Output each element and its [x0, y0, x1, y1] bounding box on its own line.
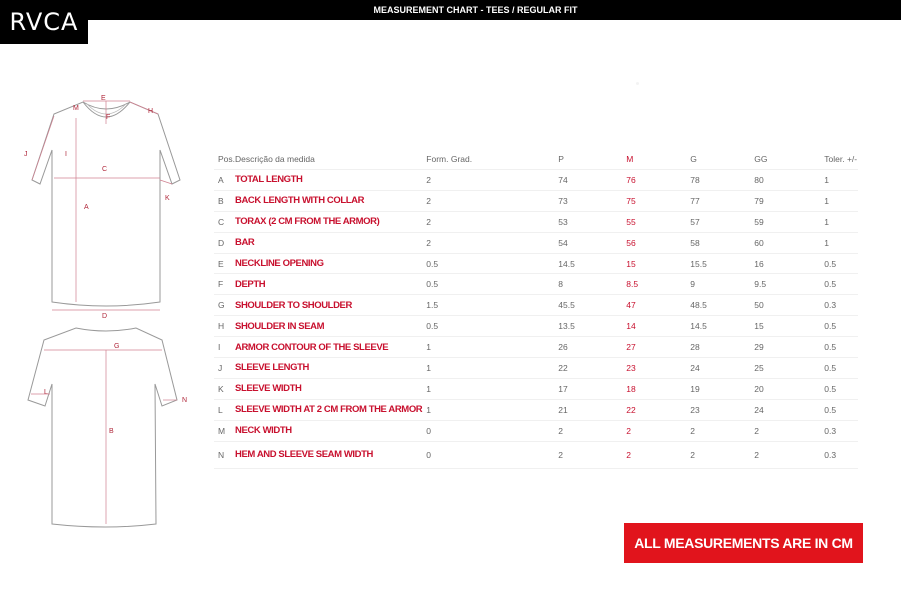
cell-pos: L: [214, 399, 235, 420]
cell-pos: G: [214, 295, 235, 316]
cell-size-gg: 59: [750, 211, 820, 232]
label-c: C: [102, 166, 108, 173]
table-row: [214, 232, 858, 253]
cell-size-g: 2: [686, 441, 750, 468]
label-l: L: [44, 389, 48, 396]
cell-size-gg: 50: [750, 295, 820, 316]
cell-size-gg: 80: [750, 170, 820, 191]
col-header-grading: Form. Grad.: [426, 154, 473, 164]
cell-size-gg: 60: [750, 232, 820, 253]
cell-description: SHOULDER IN SEAM: [235, 316, 422, 337]
col-header-g: G: [690, 154, 697, 164]
cell-size-p: 8: [554, 274, 622, 295]
table-row: [214, 337, 858, 358]
cell-size-p: 53: [554, 211, 622, 232]
cell-size-p: 26: [554, 337, 622, 358]
cell-tolerance: 0.3: [820, 420, 858, 441]
decorative-dot: [636, 82, 639, 85]
cell-size-gg: 29: [750, 337, 820, 358]
label-k: K: [165, 195, 170, 202]
cell-pos: D: [214, 232, 235, 253]
col-header-p: P: [558, 154, 564, 164]
cell-grading: 2: [422, 232, 554, 253]
brand-logo: RVCA: [0, 0, 88, 44]
cell-tolerance: 0.5: [820, 253, 858, 274]
cell-pos: H: [214, 316, 235, 337]
cell-pos: A: [214, 170, 235, 191]
cell-tolerance: 0.5: [820, 378, 858, 399]
cell-size-gg: 79: [750, 190, 820, 211]
cell-tolerance: 0.3: [820, 295, 858, 316]
col-header-pos: Pos.: [218, 154, 236, 164]
cell-pos: N: [214, 441, 235, 468]
cell-size-p: 22: [554, 358, 622, 379]
cell-grading: 2: [422, 190, 554, 211]
cell-size-m: 2: [622, 441, 686, 468]
cell-tolerance: 0.5: [820, 316, 858, 337]
cell-size-p: 13.5: [554, 316, 622, 337]
cell-size-g: 77: [686, 190, 750, 211]
label-j: J: [24, 151, 28, 158]
cell-pos: K: [214, 378, 235, 399]
cell-size-g: 78: [686, 170, 750, 191]
cell-size-g: 23: [686, 399, 750, 420]
cell-size-p: 2: [554, 420, 622, 441]
cell-size-g: 57: [686, 211, 750, 232]
cell-grading: 1.5: [422, 295, 554, 316]
cell-size-p: 45.5: [554, 295, 622, 316]
col-header-tolerance: Toler. +/-: [824, 154, 858, 164]
cell-size-g: 24: [686, 358, 750, 379]
cell-size-m: 75: [622, 190, 686, 211]
cell-description: DEPTH: [235, 274, 422, 295]
cell-pos: E: [214, 253, 235, 274]
cell-size-gg: 15: [750, 316, 820, 337]
cell-grading: 0.5: [422, 274, 554, 295]
cell-description: SLEEVE LENGTH: [235, 358, 422, 379]
cell-description: TOTAL LENGTH: [235, 170, 422, 191]
cell-size-gg: 2: [750, 420, 820, 441]
cell-pos: J: [214, 358, 235, 379]
table-row: [214, 441, 858, 468]
label-g: G: [114, 343, 120, 350]
cell-size-m: 23: [622, 358, 686, 379]
cell-size-p: 2: [554, 441, 622, 468]
cell-pos: I: [214, 337, 235, 358]
cell-description: BAR: [235, 232, 422, 253]
cell-size-m: 18: [622, 378, 686, 399]
cell-description: HEM AND SLEEVE SEAM WIDTH: [235, 441, 422, 468]
cell-size-m: 14: [622, 316, 686, 337]
cell-pos: F: [214, 274, 235, 295]
cell-tolerance: 0.3: [820, 441, 858, 468]
cell-size-p: 54: [554, 232, 622, 253]
cell-description: NECK WIDTH: [235, 420, 422, 441]
cell-size-gg: 20: [750, 378, 820, 399]
cell-size-gg: 9.5: [750, 274, 820, 295]
table-row: [214, 274, 858, 295]
cell-grading: 1: [422, 399, 554, 420]
table-row: [214, 170, 858, 191]
cell-tolerance: 0.5: [820, 274, 858, 295]
cell-tolerance: 0.5: [820, 337, 858, 358]
cell-tolerance: 1: [820, 170, 858, 191]
label-d: D: [102, 313, 108, 320]
cell-grading: 2: [422, 211, 554, 232]
label-a: A: [84, 204, 89, 211]
cell-size-p: 74: [554, 170, 622, 191]
cell-tolerance: 1: [820, 232, 858, 253]
cell-description: BACK LENGTH WITH COLLAR: [235, 190, 422, 211]
cell-size-gg: 25: [750, 358, 820, 379]
cell-size-gg: 24: [750, 399, 820, 420]
tee-back-outline: [28, 328, 177, 527]
cell-size-g: 28: [686, 337, 750, 358]
label-m: M: [73, 105, 79, 112]
cell-pos: M: [214, 420, 235, 441]
label-e: E: [101, 95, 106, 102]
tee-measurement-diagram: [20, 88, 195, 533]
units-note-banner: ALL MEASUREMENTS ARE IN CM: [624, 523, 863, 563]
cell-grading: 1: [422, 378, 554, 399]
col-header-gg: GG: [754, 154, 768, 164]
cell-size-m: 47: [622, 295, 686, 316]
label-b: B: [109, 428, 114, 435]
table-row: [214, 399, 858, 420]
page-title: MEASUREMENT CHART - TEES / REGULAR FIT: [373, 5, 578, 15]
cell-tolerance: 0.5: [820, 399, 858, 420]
cell-tolerance: 1: [820, 190, 858, 211]
cell-description: TORAX (2 CM FROM THE ARMOR): [235, 211, 422, 232]
table-row: [214, 420, 858, 441]
cell-grading: 0: [422, 441, 554, 468]
cell-size-m: 76: [622, 170, 686, 191]
cell-grading: 0: [422, 420, 554, 441]
table-row: [214, 253, 858, 274]
cell-description: SHOULDER TO SHOULDER: [235, 295, 422, 316]
cell-size-m: 55: [622, 211, 686, 232]
cell-size-g: 14.5: [686, 316, 750, 337]
table-row: [214, 190, 858, 211]
label-f: F: [106, 114, 111, 121]
cell-tolerance: 0.5: [820, 358, 858, 379]
cell-size-p: 21: [554, 399, 622, 420]
cell-pos: C: [214, 211, 235, 232]
cell-size-g: 58: [686, 232, 750, 253]
cell-size-gg: 16: [750, 253, 820, 274]
label-n: N: [182, 397, 188, 404]
cell-size-m: 22: [622, 399, 686, 420]
cell-size-m: 2: [622, 420, 686, 441]
tee-front-outline: [32, 102, 180, 306]
cell-grading: 0.5: [422, 316, 554, 337]
cell-size-g: 9: [686, 274, 750, 295]
cell-size-p: 73: [554, 190, 622, 211]
cell-description: SLEEVE WIDTH: [235, 378, 422, 399]
cell-pos: B: [214, 190, 235, 211]
table-row: [214, 316, 858, 337]
cell-size-m: 27: [622, 337, 686, 358]
cell-size-m: 15: [622, 253, 686, 274]
cell-grading: 0.5: [422, 253, 554, 274]
cell-tolerance: 1: [820, 211, 858, 232]
measurement-table: [214, 149, 858, 469]
cell-size-g: 2: [686, 420, 750, 441]
cell-description: SLEEVE WIDTH AT 2 CM FROM THE ARMOR: [235, 399, 422, 420]
col-header-description: Descrição da medida: [235, 154, 315, 164]
cell-size-p: 14.5: [554, 253, 622, 274]
cell-description: NECKLINE OPENING: [235, 253, 422, 274]
cell-grading: 2: [422, 170, 554, 191]
label-h: H: [148, 108, 154, 115]
cell-size-g: 15.5: [686, 253, 750, 274]
table-row: [214, 358, 858, 379]
cell-size-p: 17: [554, 378, 622, 399]
cell-grading: 1: [422, 337, 554, 358]
col-header-m: M: [626, 154, 634, 164]
cell-size-g: 48.5: [686, 295, 750, 316]
table-row: [214, 211, 858, 232]
table-row: [214, 295, 858, 316]
cell-size-m: 56: [622, 232, 686, 253]
cell-description: ARMOR CONTOUR OF THE SLEEVE: [235, 337, 422, 358]
table-header-row: [214, 149, 858, 170]
table-row: [214, 378, 858, 399]
label-i: I: [65, 151, 67, 158]
cell-size-m: 8.5: [622, 274, 686, 295]
cell-size-g: 19: [686, 378, 750, 399]
cell-size-gg: 2: [750, 441, 820, 468]
cell-grading: 1: [422, 358, 554, 379]
